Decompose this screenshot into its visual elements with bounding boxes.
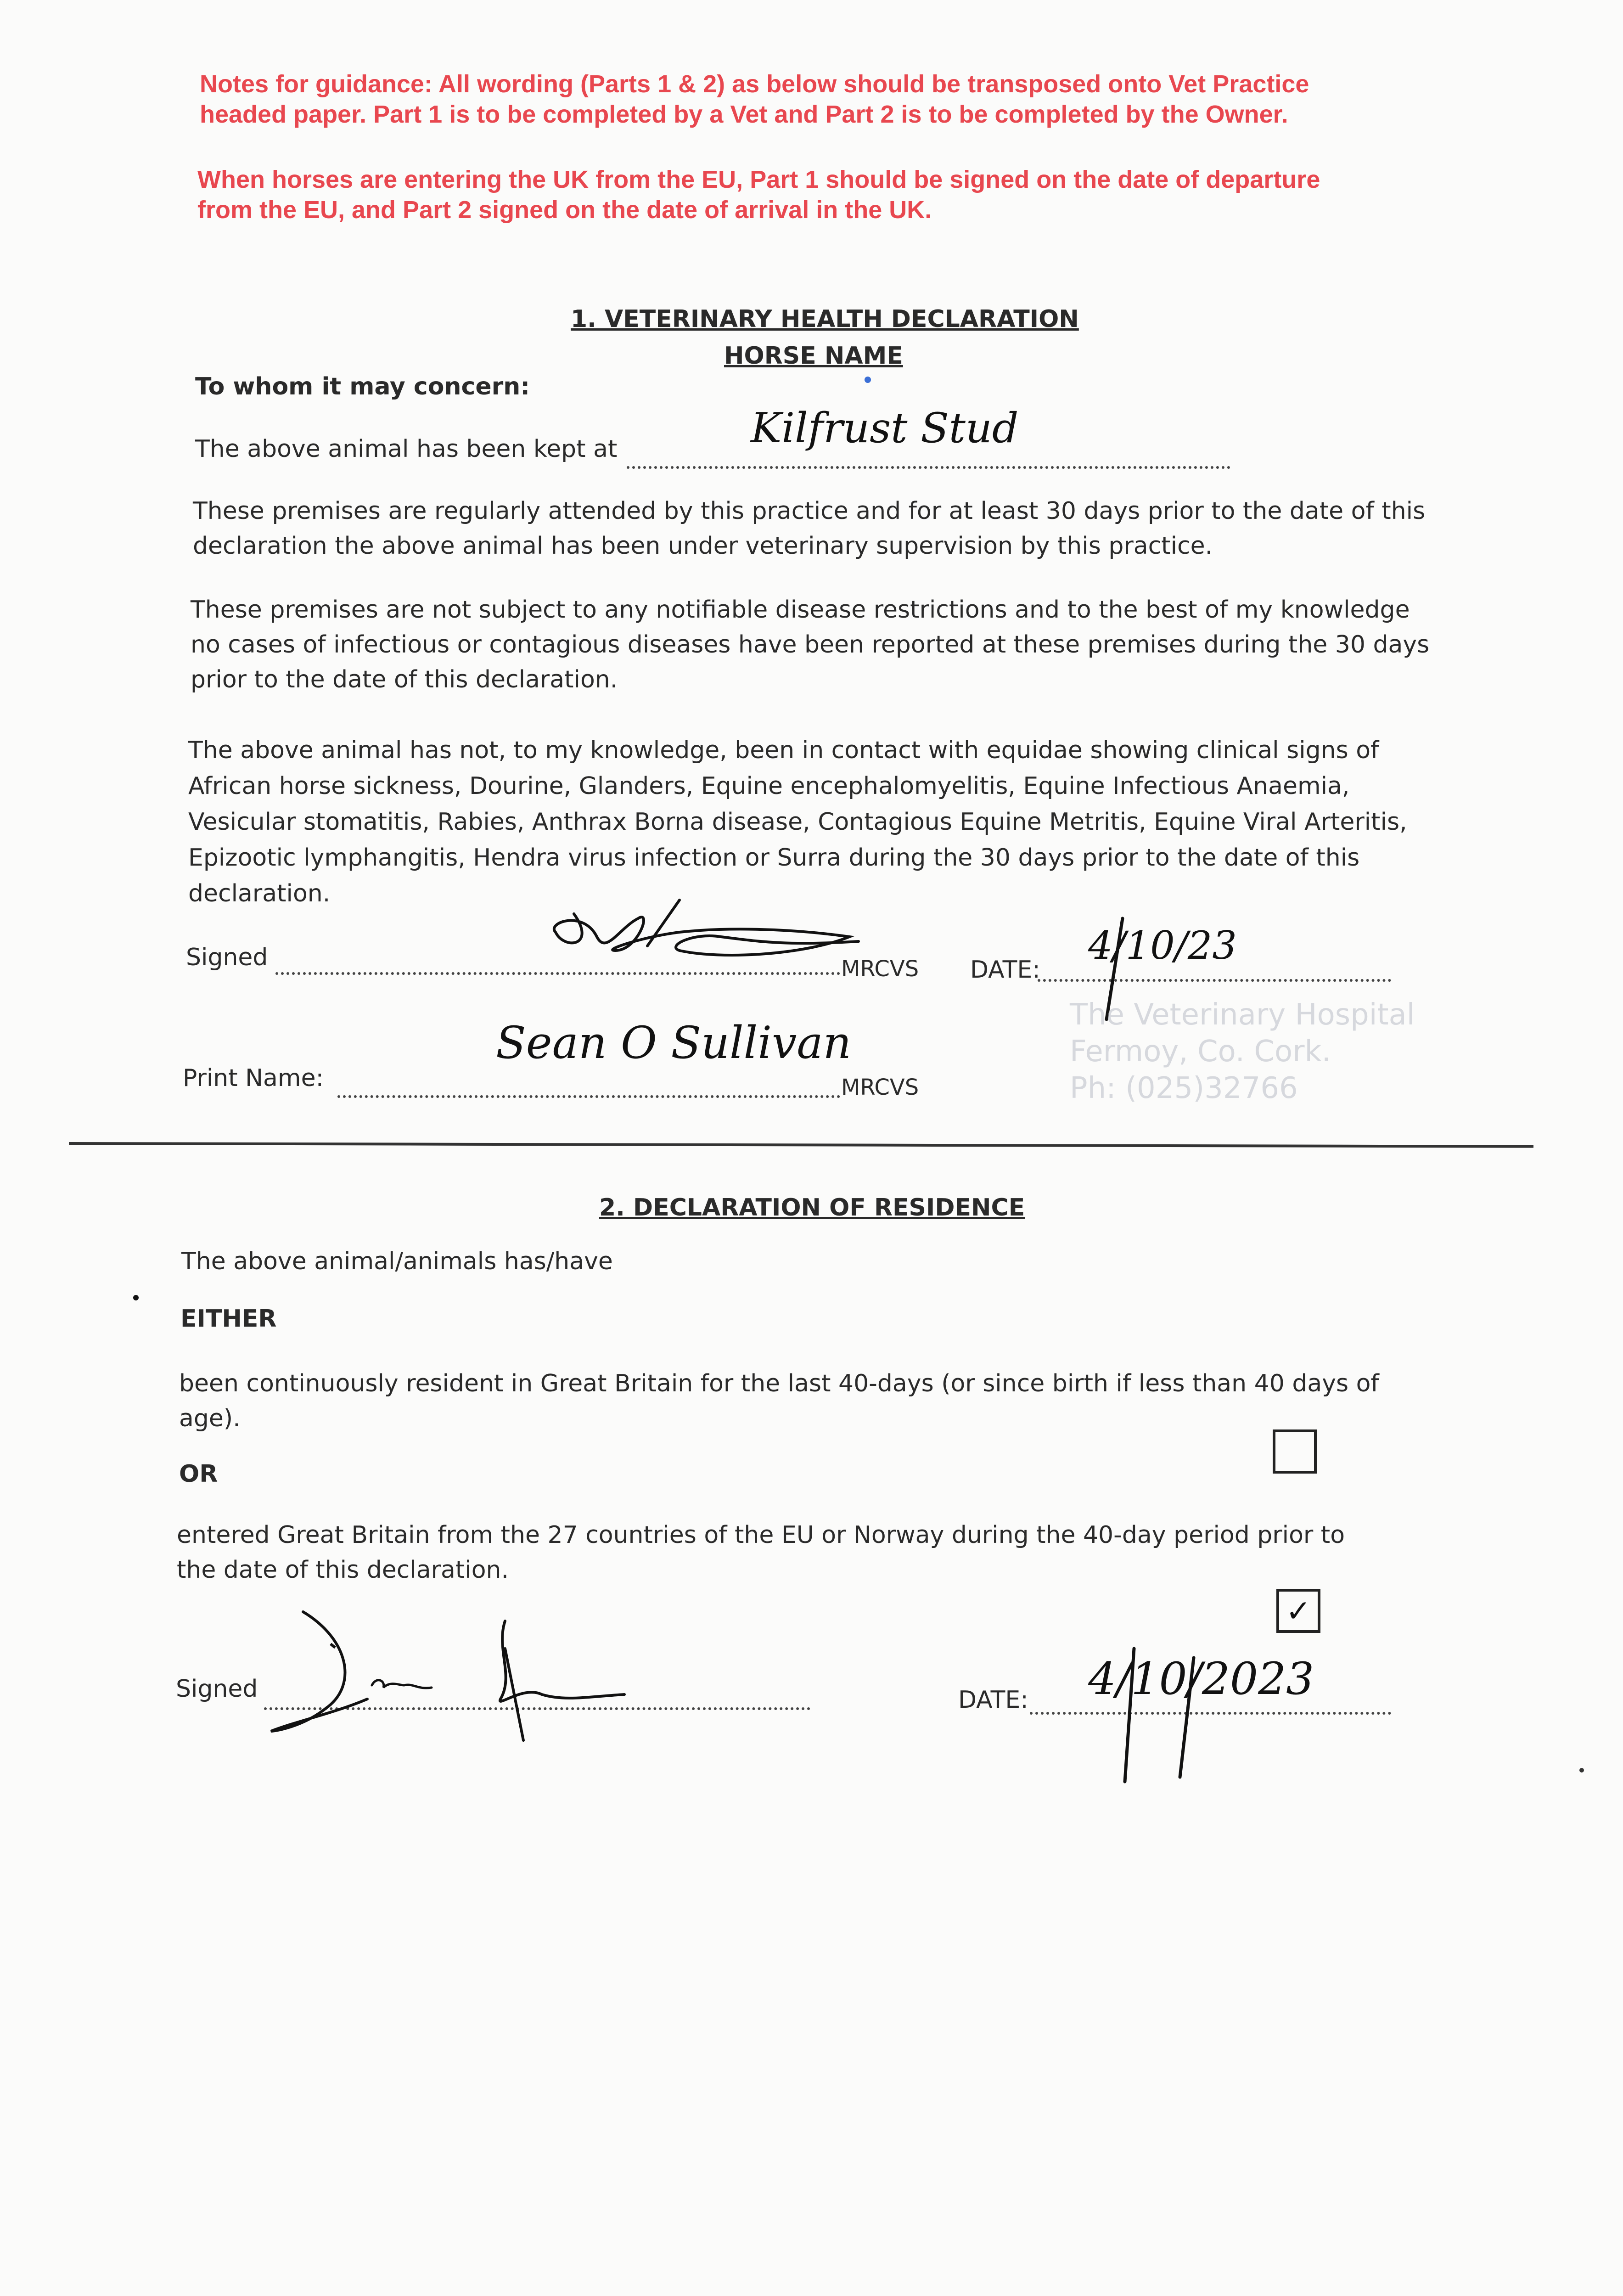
- or-label: OR: [179, 1460, 218, 1488]
- part2-intro: The above animal/animals has/have: [181, 1248, 613, 1275]
- option1-checkbox[interactable]: [1273, 1429, 1317, 1474]
- salutation: To whom it may concern:: [195, 373, 530, 400]
- part2-date-line: [1030, 1712, 1391, 1715]
- part2-title: 2. DECLARATION OF RESIDENCE: [599, 1194, 1025, 1221]
- contact-declaration-paragraph: The above animal has not, to my knowledge, been in contact with equidae showing clinical signs of African horse sickness, Dourine, Glanders, Equine encephalomyelitis, Equine Infectious Anaemia, Vesicular stomatitis, Rabies, Anthrax Borna disease, Contagious Equine Metritis, Equine Viral Arteritis, Epizootic lymphangitis, Hendra virus infection or Surra during the 30 days prior to the date of this declaration.: [188, 737, 1407, 907]
- owner-signature: [266, 1593, 643, 1777]
- option1-text: been continuously resident in Great Britain for the last 40-days (or since birth if less than 40 days of age).: [179, 1370, 1379, 1432]
- guidance-note-1: Notes for guidance: All wording (Parts 1 & 2) as below should be transposed onto Vet Practice headed paper. Part 1 is to be completed by a Vet and Part 2 is to be completed by the Owner.: [200, 70, 1309, 128]
- part1-date-line: [1038, 979, 1391, 982]
- section-divider: [69, 1142, 1533, 1148]
- horse-name-heading: HORSE NAME: [724, 342, 903, 370]
- option2-text: entered Great Britain from the 27 countries of the EU or Norway during the 40-day period prior to the date of this declaration.: [177, 1521, 1345, 1584]
- option2-checkbox[interactable]: [1276, 1589, 1320, 1633]
- print-name-handwritten: Sean O Sullivan: [496, 1017, 852, 1069]
- guidance-note-2: When horses are entering the UK from the EU, Part 1 should be signed on the date of departure from the EU, and Part 2 signed on the date of arrival in the UK.: [197, 166, 1320, 224]
- part1-date-handwritten: 4/10/23: [1088, 923, 1237, 968]
- print-name-mrcvs: MRCVS: [841, 1075, 919, 1100]
- either-label: EITHER: [180, 1305, 277, 1333]
- scan-speck: [1579, 1768, 1584, 1773]
- ink-speck: [865, 377, 871, 383]
- part2-signed-label: Signed: [176, 1675, 258, 1703]
- kept-at-handwritten: Kilfrust Stud: [751, 404, 1019, 452]
- practice-stamp: The Veterinary Hospital Fermoy, Co. Cork. Ph: (025)32766: [1070, 998, 1415, 1105]
- part1-title: 1. VETERINARY HEALTH DECLARATION: [571, 305, 1079, 333]
- print-name-label: Print Name:: [183, 1064, 324, 1092]
- part2-date-label: DATE:: [958, 1686, 1028, 1714]
- kept-at-label: The above animal has been kept at: [195, 435, 618, 463]
- vet-signature: [528, 882, 877, 992]
- print-name-line: [337, 1095, 840, 1098]
- disease-restrictions-paragraph: These premises are not subject to any notifiable disease restrictions and to the best of my knowledge no cases of infectious or contagious diseases have been reported at these premises during the 30 days prior to the date of this declaration.: [191, 596, 1430, 693]
- supervision-paragraph: These premises are regularly attended by this practice and for at least 30 days prior to the date of this declaration the above animal has been under veterinary supervision by this practice.: [193, 497, 1426, 560]
- kept-at-line: [627, 466, 1230, 469]
- part2-date-handwritten: 4/10/2023: [1088, 1653, 1314, 1705]
- check-mark-icon: ✓: [1286, 1593, 1311, 1629]
- part1-mrcvs: MRCVS: [841, 956, 919, 982]
- part2-date-strokes: [1106, 1644, 1207, 1791]
- part1-date-label: DATE:: [970, 956, 1040, 984]
- part1-signed-label: Signed: [186, 944, 268, 971]
- scan-speck: [133, 1295, 139, 1300]
